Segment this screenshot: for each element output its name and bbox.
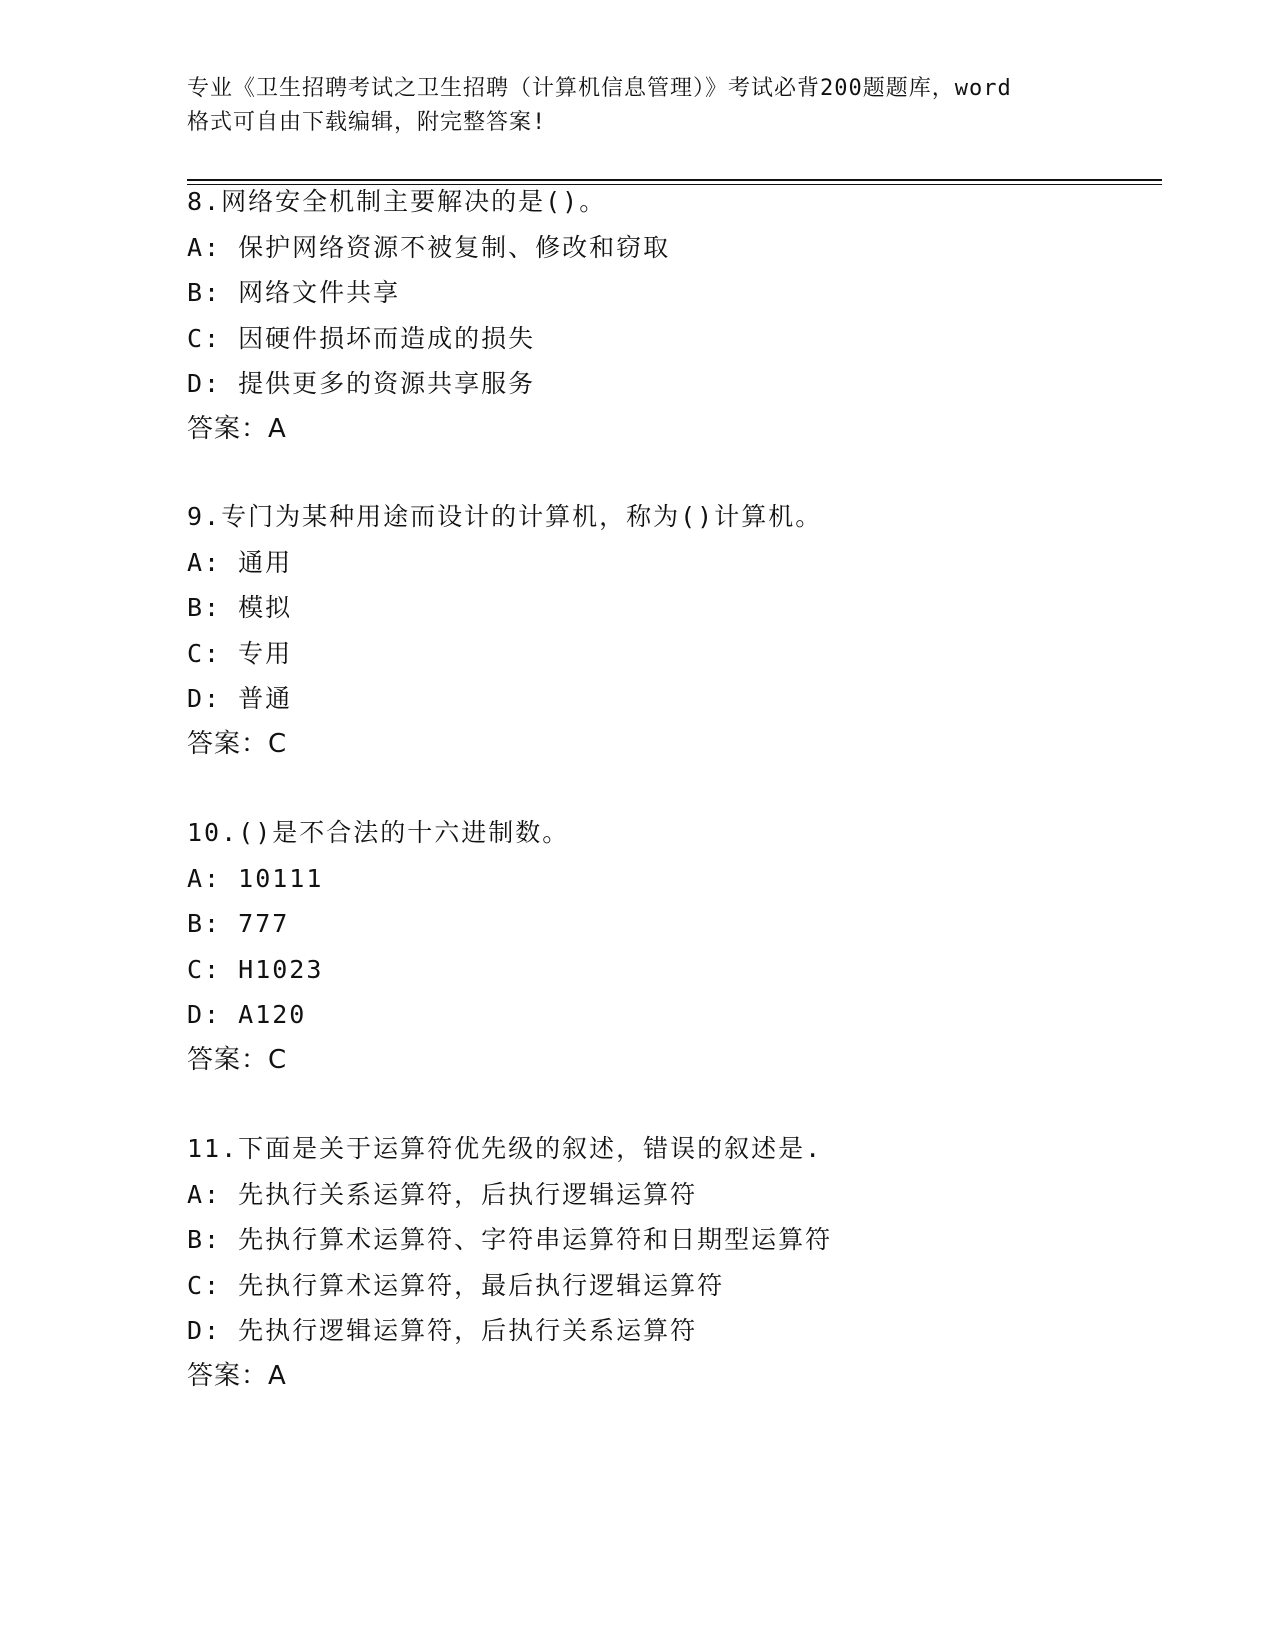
question-9 [187, 494, 1147, 767]
option-d: D: A120 [187, 1000, 307, 1029]
option-b: B: 网络文件共享 [187, 278, 401, 307]
answer: 答案：A [187, 1360, 287, 1391]
question-stem: 11.下面是关于运算符优先级的叙述，错误的叙述是. [187, 1134, 823, 1163]
option-d: D: 普通 [187, 684, 293, 713]
header-line-1: 专业《卫生招聘考试之卫生招聘（计算机信息管理）》考试必背200题题库，word [187, 76, 1012, 101]
question-10 [187, 810, 1147, 1083]
answer: 答案：A [187, 413, 287, 444]
question-stem: 10.()是不合法的十六进制数。 [187, 818, 570, 847]
option-d: D: 先执行逻辑运算符，后执行关系运算符 [187, 1316, 698, 1345]
document-header [187, 72, 1107, 140]
question-8 [187, 179, 1147, 452]
option-c: C: H1023 [187, 954, 324, 984]
option-b: B: 777 [187, 909, 290, 938]
option-a: A: 通用 [187, 547, 293, 577]
question-stem: 8.网络安全机制主要解决的是()。 [187, 187, 607, 216]
option-d: D: 提供更多的资源共享服务 [187, 369, 536, 398]
option-b: B: 先执行算术运算符、字符串运算符和日期型运算符 [187, 1225, 833, 1254]
answer: 答案：C [187, 728, 288, 759]
answer: 答案：C [187, 1044, 288, 1075]
question-stem: 9.专门为某种用途而设计的计算机，称为()计算机。 [187, 502, 823, 531]
option-a: A: 10111 [187, 863, 324, 893]
option-a: A: 保护网络资源不被复制、修改和窃取 [187, 232, 671, 262]
option-a: A: 先执行关系运算符，后执行逻辑运算符 [187, 1179, 698, 1209]
option-c: C: 先执行算术运算符，最后执行逻辑运算符 [187, 1270, 725, 1300]
option-c: C: 因硬件损坏而造成的损失 [187, 323, 536, 353]
option-c: C: 专用 [187, 638, 293, 668]
option-b: B: 模拟 [187, 593, 293, 622]
question-11 [187, 1126, 1147, 1399]
header-line-2: 格式可自由下载编辑，附完整答案! [187, 110, 547, 135]
